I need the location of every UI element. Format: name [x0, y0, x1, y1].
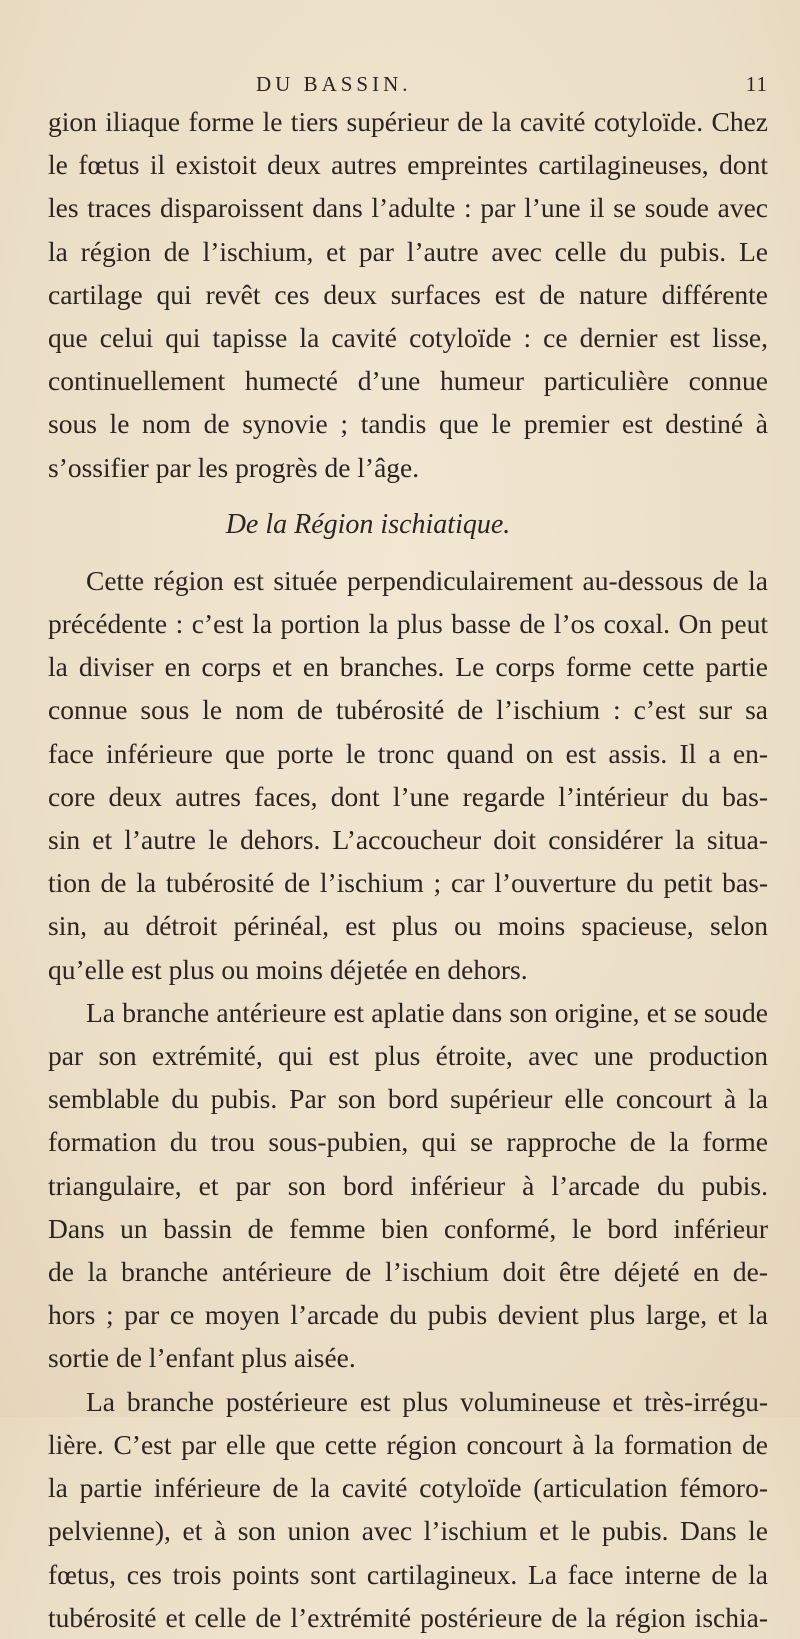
text-line: sin et l’autre le dehors. L’accoucheur doit considérer la situa- — [48, 824, 768, 856]
book-page — [48, 62, 768, 1639]
text-line: face inférieure que porte le tronc quand on est assis. Il a en- — [48, 737, 768, 769]
text-line: hors ; par ce moyen l’arcade du pubis devient plus large, et la — [48, 1299, 768, 1331]
page-header — [48, 62, 768, 100]
text-line: que celui qui tapisse la cavité cotyloïde : ce dernier est lisse, — [48, 322, 768, 354]
text-line: qu’elle est plus ou moins déjetée en dehors. — [48, 953, 528, 985]
text-line: triangulaire, et par son bord inférieur à l’arcade du pubis. — [48, 1169, 768, 1201]
text-line: core deux autres faces, dont l’une regarde l’intérieur du bas- — [48, 780, 768, 812]
text-line: continuellement humecté d’une humeur particulière connue — [48, 365, 768, 397]
text-line: sin, au détroit périnéal, est plus ou moins spacieuse, selon — [48, 910, 768, 942]
paragraph-4 — [48, 1380, 768, 1639]
text-line: de la branche antérieure de l’ischium doit être déjeté en de- — [48, 1256, 768, 1288]
text-line: La branche antérieure est aplatie dans son origine, et se soude — [86, 996, 768, 1028]
text-line: la partie inférieure de la cavité cotyloïde (articulation fémoro- — [48, 1472, 768, 1504]
body-text — [48, 100, 768, 1639]
text-line: par son extrémité, qui est plus étroite, avec une production — [48, 1040, 768, 1072]
running-head: DU BASSIN. — [256, 72, 412, 96]
text-line: gion iliaque forme le tiers supérieur de la cavité cotyloïde. Chez — [48, 106, 768, 137]
text-line: sous le nom de synovie ; tandis que le premier est destiné à — [48, 408, 768, 440]
text-line: Cette région est située perpendiculairement au-dessous de la — [86, 564, 768, 596]
text-line: la région de l’ischium, et par l’autre avec celle du pubis. Le — [48, 235, 768, 267]
text-line: le fœtus il existoit deux autres empreintes cartilagineuses, dont — [48, 149, 768, 181]
paragraph-3 — [48, 991, 768, 1380]
text-line: s’ossifier par les progrès de l’âge. — [48, 451, 420, 483]
text-line: fœtus, ces trois points sont cartilagineux. La face interne de la — [48, 1558, 768, 1590]
text-line: La branche postérieure est plus volumineuse et très-irrégu- — [86, 1385, 768, 1417]
paragraph-2 — [48, 559, 768, 991]
text-line: les traces disparoissent dans l’adulte : par l’une il se soude avec — [48, 192, 768, 224]
paragraph-1 — [48, 100, 768, 489]
text-line: cartilage qui revêt ces deux surfaces est de nature différente — [48, 278, 768, 310]
text-line: formation du trou sous-pubien, qui se rapproche de la forme — [48, 1126, 768, 1158]
text-line: semblable du pubis. Par son bord supérieur elle concourt à la — [48, 1083, 768, 1115]
text-line: la diviser en corps et en branches. Le corps forme cette partie — [48, 651, 768, 683]
text-line: sortie de l’enfant plus aisée. — [48, 1342, 356, 1374]
section-title: De la Région ischiatique. — [225, 508, 511, 540]
text-line: tubérosité et celle de l’extrémité postérieure de la région ischia- — [48, 1601, 768, 1633]
text-line: lière. C’est par elle que cette région concourt à la formation de — [48, 1428, 768, 1460]
page-number: 11 — [745, 72, 768, 96]
text-line: Dans un bassin de femme bien conformé, le bord inférieur — [48, 1212, 768, 1244]
text-line: tion de la tubérosité de l’ischium ; car l’ouverture du petit bas- — [48, 867, 768, 899]
text-line: précédente : c’est la portion la plus basse de l’os coxal. On peut — [48, 608, 768, 640]
text-line: pelvienne), et à son union avec l’ischium et le pubis. Dans le — [48, 1515, 768, 1547]
text-line: connue sous le nom de tubérosité de l’ischium : c’est sur sa — [48, 694, 768, 726]
